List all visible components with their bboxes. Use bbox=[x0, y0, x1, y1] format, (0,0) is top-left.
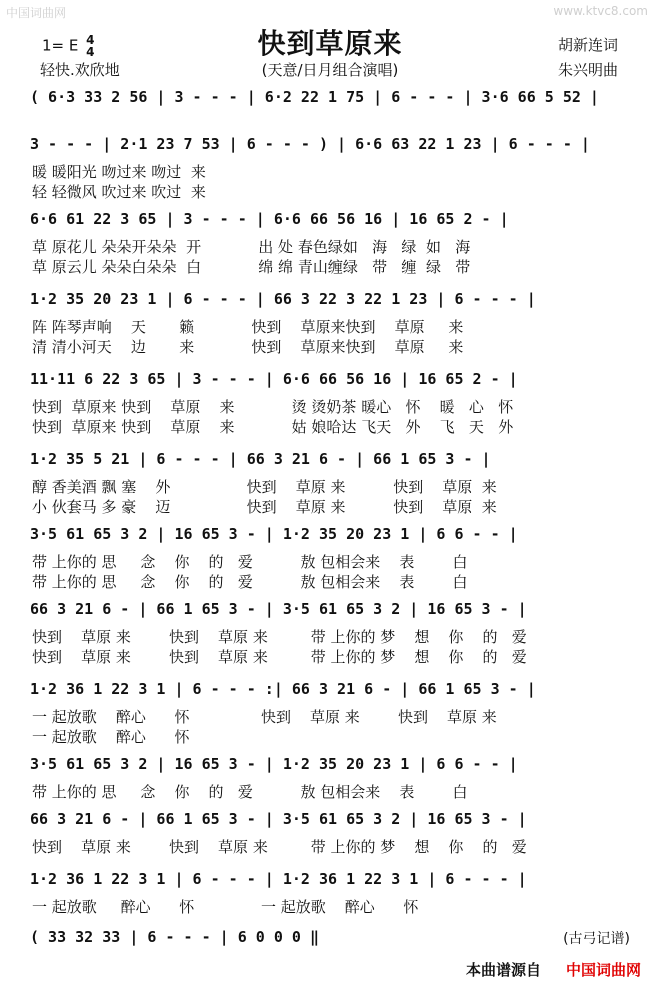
lyric-line: 快到 草原来 快到 草原 来 烫 烫奶茶 暖心 怀 暖 心 怀 bbox=[32, 398, 514, 416]
notation-line: 1·2 35 5 21 | 6 - - - | 66 3 21 6 - | 66 1 65 3 - | bbox=[30, 450, 491, 468]
lyric-line: 草 原云儿 朵朵白朵朵 白 绵 绵 青山缠绿 带 缠 绿 带 bbox=[32, 258, 471, 276]
time-bottom: 4 bbox=[86, 45, 95, 59]
performer-subtitle: (天意/日月组合演唱) bbox=[261, 61, 399, 79]
footer-source-label: 本曲谱源自 bbox=[466, 961, 542, 979]
lyric-line: 快到 草原 来 快到 草原 来 带 上你的 梦 想 你 的 爱 bbox=[32, 628, 527, 646]
lyric-line: 轻 轻微风 吹过来 吹过 来 bbox=[32, 183, 206, 201]
notation-line: 1·2 35 20 23 1 | 6 - - - | 66 3 22 3 22 1 23 | 6 - - - | bbox=[30, 290, 536, 308]
notation-line: ( 33 32 33 | 6 - - - | 6 0 0 0 ‖ bbox=[30, 928, 319, 946]
tempo-marking: 轻快.欢欣地 bbox=[40, 61, 120, 79]
key-signature bbox=[42, 34, 95, 58]
notation-line: 3 - - - | 2·1 23 7 53 | 6 - - - ) | 6·6 63 22 1 23 | 6 - - - | bbox=[30, 135, 590, 153]
time-signature bbox=[86, 34, 94, 58]
lyric-line: 快到 草原 来 快到 草原 来 带 上你的 梦 想 你 的 爱 bbox=[32, 838, 527, 856]
lyric-line: 一 起放歌 醉心 怀 bbox=[32, 728, 190, 746]
notation-line: ( 6·3 33 2 56 | 3 - - - | 6·2 22 1 75 | 6 - - - | 3·6 66 5 52 | bbox=[30, 88, 599, 106]
footer-source-site: 中国词曲网 bbox=[566, 961, 642, 979]
key-label: 1= E bbox=[42, 36, 79, 55]
notation-line: 66 3 21 6 - | 66 1 65 3 - | 3·5 61 65 3 2 | 16 65 3 - | bbox=[30, 810, 527, 828]
watermark-left: 中国词曲网 bbox=[6, 6, 67, 20]
lyric-line: 阵 阵琴声响 天 籁 快到 草原来快到 草原 来 bbox=[32, 318, 464, 336]
song-title: 快到草原来 bbox=[257, 27, 403, 60]
lyric-line: 醇 香美酒 飘 塞 外 快到 草原 来 快到 草原 来 bbox=[32, 478, 497, 496]
lyric-line: 带 上你的 思 念 你 的 爱 敖 包相会来 表 白 bbox=[32, 553, 468, 571]
notation-line: 11·11 6 22 3 65 | 3 - - - | 6·6 66 56 16 | 16 65 2 - | bbox=[30, 370, 518, 388]
lyric-line: 小 伙套马 多 豪 迈 快到 草原 来 快到 草原 来 bbox=[32, 498, 497, 516]
lyricist-credit: 胡新连词 bbox=[558, 36, 619, 54]
lyric-line: 带 上你的 思 念 你 的 爱 敖 包相会来 表 白 bbox=[32, 783, 468, 801]
notation-line: 1·2 36 1 22 3 1 | 6 - - - :| 66 3 21 6 - | 66 1 65 3 - | bbox=[30, 680, 536, 698]
composer-credit: 朱兴明曲 bbox=[558, 61, 619, 79]
lyric-line: 快到 草原来 快到 草原 来 姑 娘哈达 飞天 外 飞 天 外 bbox=[32, 418, 514, 436]
lyric-line: 清 清小河天 边 来 快到 草原来快到 草原 来 bbox=[32, 338, 464, 356]
time-top: 4 bbox=[86, 33, 95, 47]
lyric-line: 暖 暖阳光 吻过来 吻过 来 bbox=[32, 163, 206, 181]
lyric-line: 一 起放歌 醉心 怀 快到 草原 来 快到 草原 来 bbox=[32, 708, 497, 726]
notation-line: 1·2 36 1 22 3 1 | 6 - - - | 1·2 36 1 22 3 1 | 6 - - - | bbox=[30, 870, 527, 888]
notation-line: 6·6 61 22 3 65 | 3 - - - | 6·6 66 56 16 | 16 65 2 - | bbox=[30, 210, 509, 228]
notation-line: 3·5 61 65 3 2 | 16 65 3 - | 1·2 35 20 23 1 | 6 6 - - | bbox=[30, 755, 518, 773]
lyric-line: 快到 草原 来 快到 草原 来 带 上你的 梦 想 你 的 爱 bbox=[32, 648, 527, 666]
lyric-line: 草 原花儿 朵朵开朵朵 开 出 处 春色绿如 海 绿 如 海 bbox=[32, 238, 471, 256]
lyric-line: 一 起放歌 醉心 怀 一 起放歌 醉心 怀 bbox=[32, 898, 419, 916]
lyric-line: 带 上你的 思 念 你 的 爱 敖 包相会来 表 白 bbox=[32, 573, 468, 591]
notation-line: 3·5 61 65 3 2 | 16 65 3 - | 1·2 35 20 23 1 | 6 6 - - | bbox=[30, 525, 518, 543]
notation-line: 66 3 21 6 - | 66 1 65 3 - | 3·5 61 65 3 2 | 16 65 3 - | bbox=[30, 600, 527, 618]
watermark-right: www.ktvc8.com bbox=[553, 4, 648, 18]
transcriber-credit: (古弓记谱) bbox=[563, 931, 630, 947]
